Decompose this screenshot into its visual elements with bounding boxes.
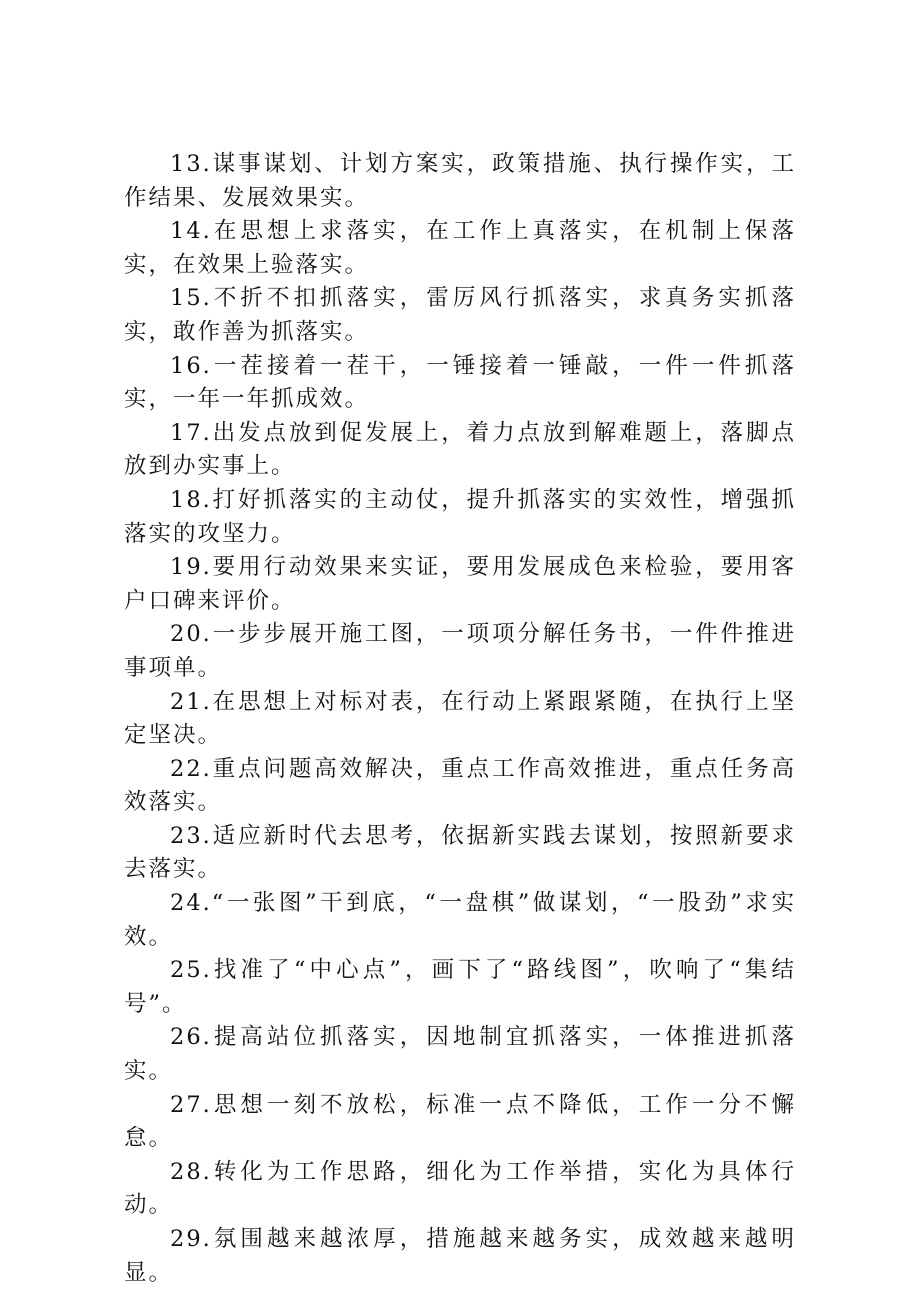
paragraph-13: 13.谋事谋划、计划方案实，政策措施、执行操作实，工作结果、发展效果实。: [124, 151, 796, 211]
paragraph-23: 23.适应新时代去思考，依据新实践去谋划，按照新要求去落实。: [124, 822, 796, 883]
paragraph-15: 15.不折不扣抓落实，雷厉风行抓落实，求真务实抓落实，敢作善为抓落实。: [124, 285, 796, 345]
paragraph-26: 26.提高站位抓落实，因地制宜抓落实，一体推进抓落实。: [124, 1024, 796, 1085]
document-body: [124, 148, 796, 1290]
paragraph-22: 22.重点问题高效解决，重点工作高效推进，重点任务高效落实。: [124, 755, 796, 816]
paragraph-16: 16.一茬接着一茬干，一锤接着一锤敲，一件一件抓落实，一年一年抓成效。: [124, 352, 796, 413]
paragraph-24: 24.“一张图”干到底，“一盘棋”做谋划，“一股劲”求实效。: [124, 890, 796, 950]
paragraph-18: 18.打好抓落实的主动仗，提升抓落实的实效性，增强抓落实的攻坚力。: [124, 486, 796, 547]
paragraph-21: 21.在思想上对标对表，在行动上紧跟紧随，在执行上坚定坚决。: [124, 688, 796, 749]
paragraph-28: 28.转化为工作思路，细化为工作举措，实化为具体行动。: [124, 1158, 796, 1219]
paragraph-14: 14.在思想上求落实，在工作上真落实，在机制上保落实，在效果上验落实。: [124, 218, 796, 278]
paragraph-25: 25.找准了“中心点”，画下了“路线图”，吹响了“集结号”。: [124, 957, 796, 1017]
paragraph-19: 19.要用行动效果来实证，要用发展成色来检验，要用客户口碑来评价。: [124, 554, 796, 614]
paragraph-20: 20.一步步展开施工图，一项项分解任务书，一件件推进事项单。: [124, 621, 796, 681]
paragraph-29: 29.氛围越来越浓厚，措施越来越务实，成效越来越明显。: [124, 1226, 796, 1286]
paragraph-17: 17.出发点放到促发展上，着力点放到解难题上，落脚点放到办实事上。: [124, 419, 796, 480]
paragraph-27: 27.思想一刻不放松，标准一点不降低，工作一分不懈怠。: [124, 1091, 796, 1152]
